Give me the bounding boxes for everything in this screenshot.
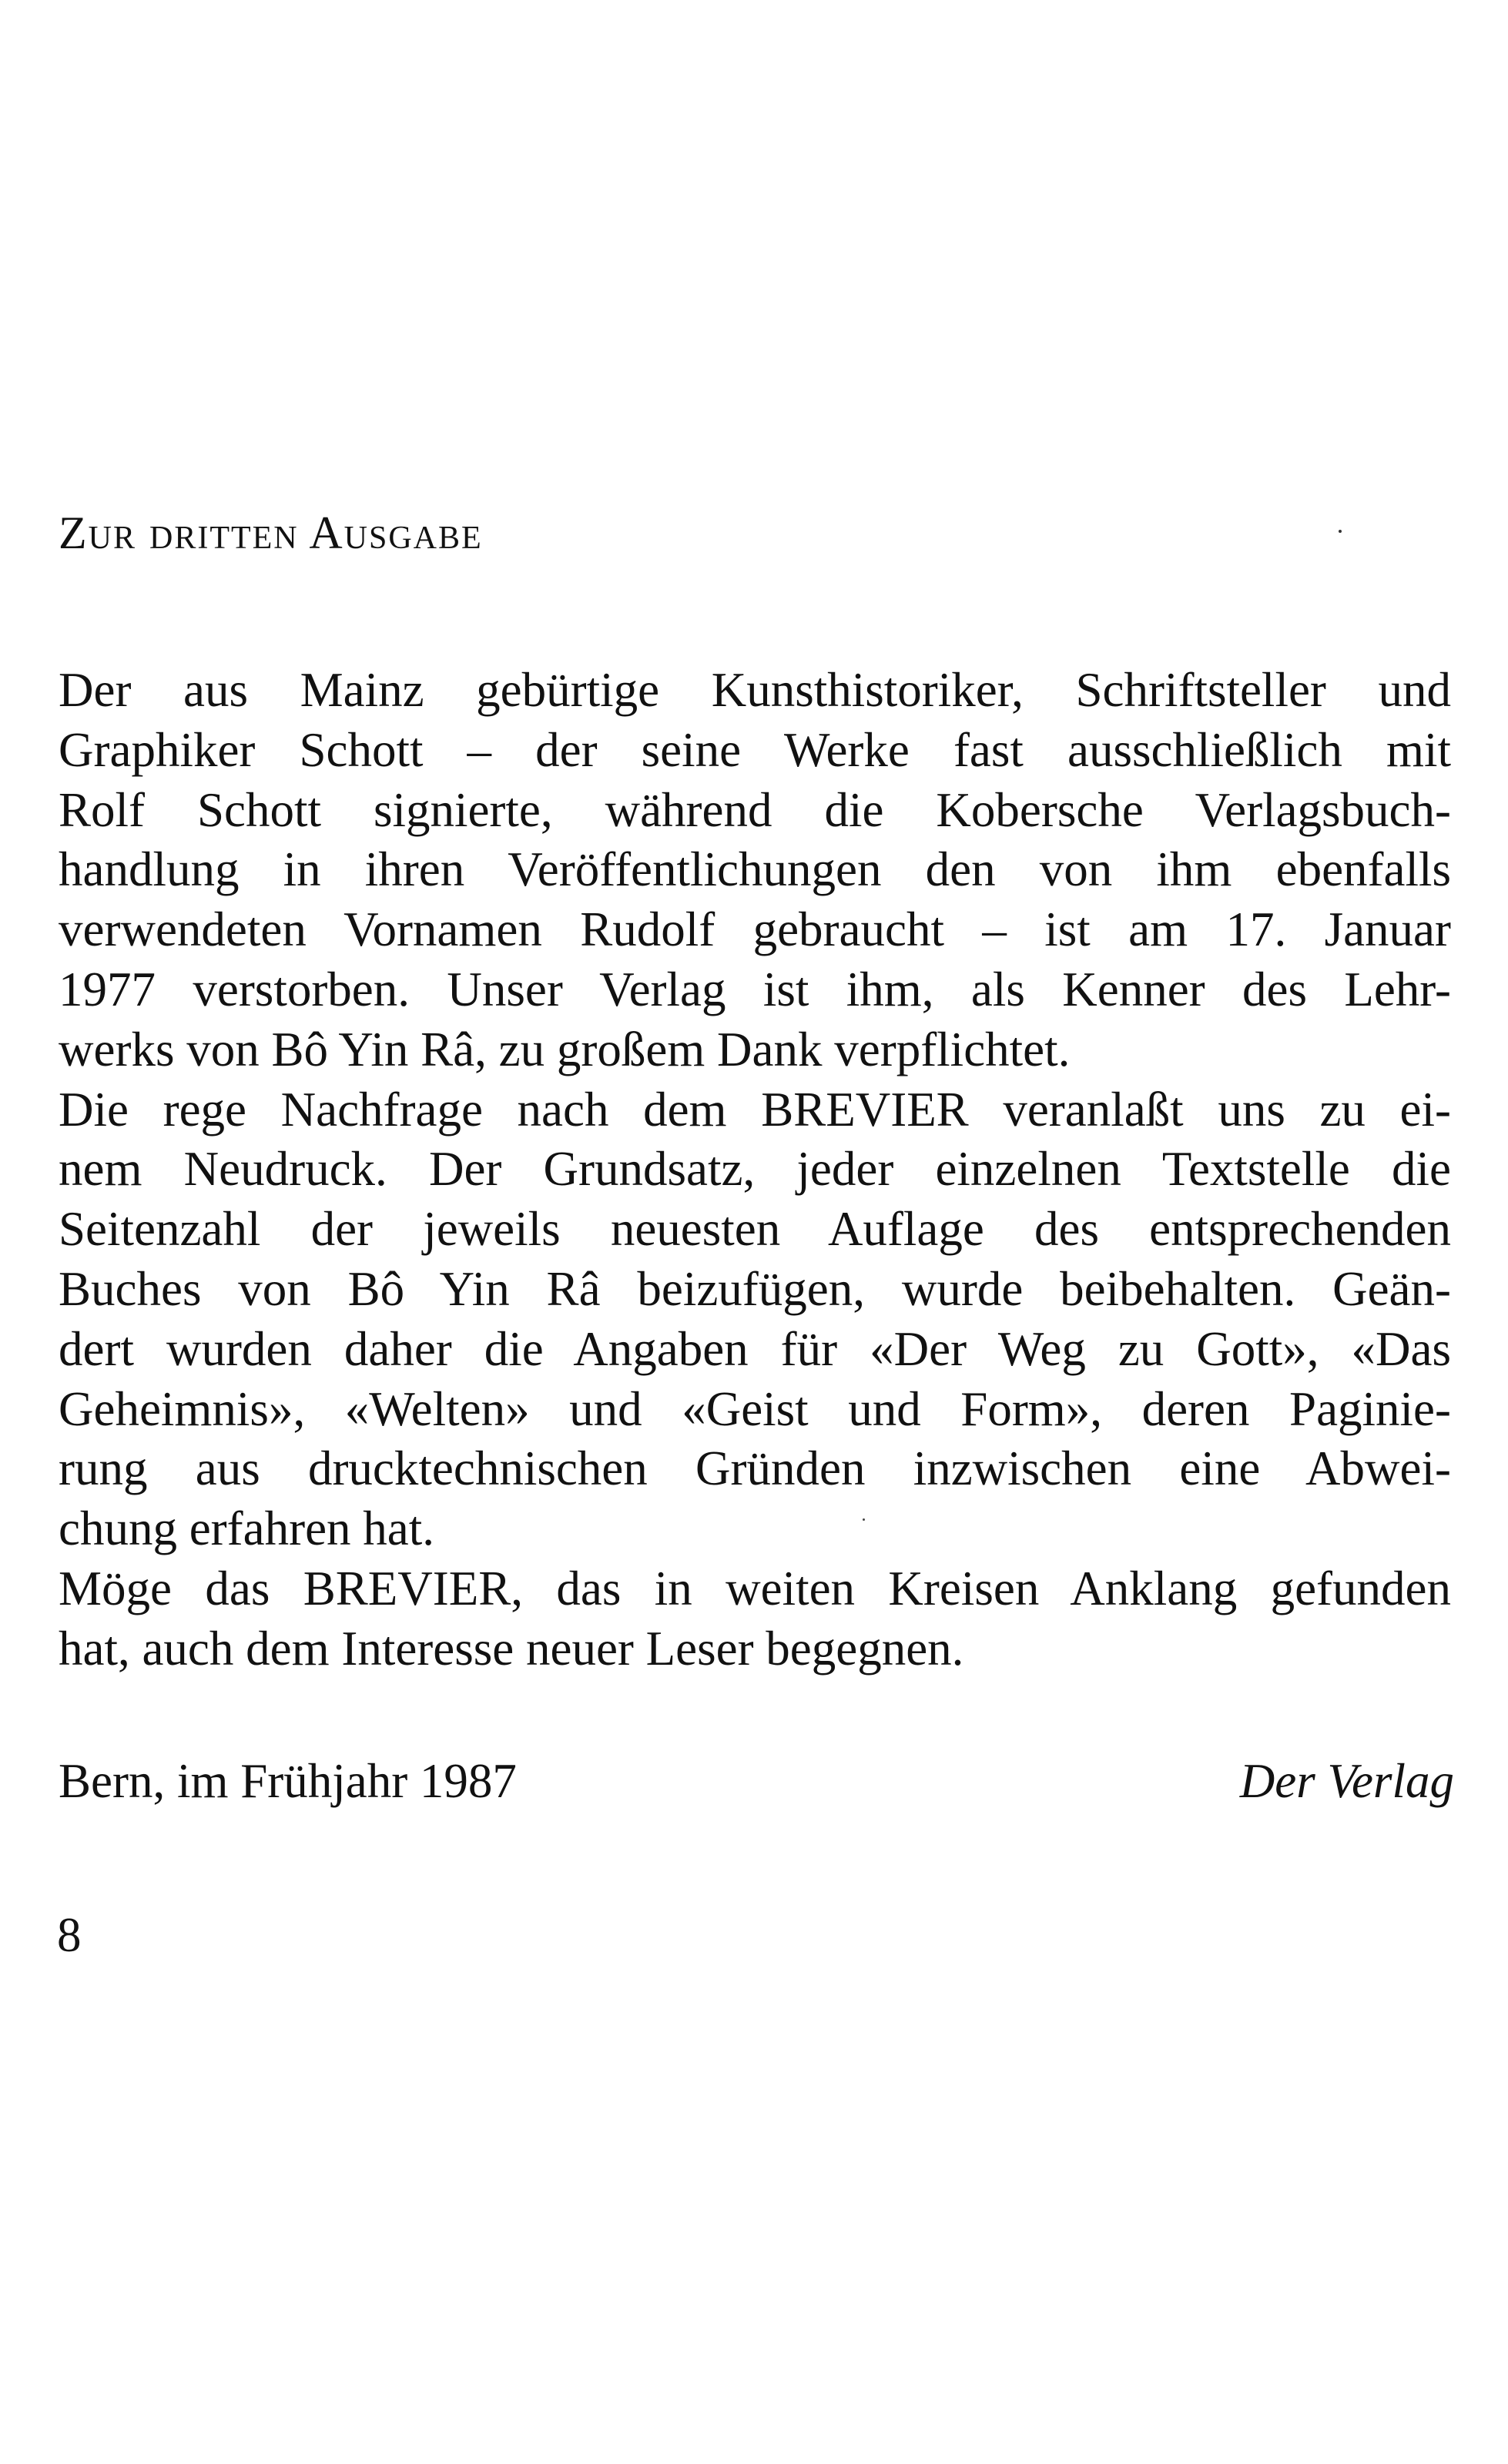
text-line: handlung in ihren Veröffentlichungen den von ihm ebenfalls [59, 842, 1451, 897]
publisher-signature: Der Verlag [1239, 1754, 1454, 1808]
text-line: Die rege Nachfrage nach dem BREVIER veranlaßt uns zu ei- [59, 1082, 1451, 1137]
text-line: nem Neudruck. Der Grundsatz, jeder einzelnen Textstelle die [59, 1142, 1451, 1197]
text-line: Der aus Mainz gebürtige Kunsthistoriker, Schriftsteller und [59, 663, 1451, 717]
text-line: Möge das BREVIER, das in weiten Kreisen Anklang gefunden [59, 1561, 1451, 1615]
paragraph-1 [59, 661, 1451, 1080]
text-line: hat, auch dem Interesse neuer Leser begegnen. [59, 1621, 964, 1676]
text-line: 1977 verstorben. Unser Verlag ist ihm, als Kenner des Lehr- [59, 962, 1451, 1016]
body-text [59, 661, 1451, 1679]
page-number: 8 [57, 1908, 82, 1962]
text-line: Buches von Bô Yin Râ beizufügen, wurde beibehalten. Geän- [59, 1261, 1451, 1316]
text-line: rung aus drucktechnischen Gründen inzwischen eine Abwei- [59, 1441, 1451, 1496]
section-heading: Zur dritten Ausgabe [59, 507, 483, 558]
text-line: Geheimnis», «Welten» und «Geist und Form», deren Paginie- [59, 1381, 1451, 1436]
paragraph-3 [59, 1559, 1451, 1679]
text-line: Rolf Schott signierte, während die Kobersche Verlagsbuch- [59, 782, 1451, 837]
text-line: Seitenzahl der jeweils neuesten Auflage des entsprechenden [59, 1202, 1451, 1257]
paragraph-2 [59, 1080, 1451, 1559]
place-date: Bern, im Frühjahr 1987 [59, 1754, 517, 1808]
text-line: dert wurden daher die Angaben für «Der Weg zu Gott», «Das [59, 1321, 1451, 1376]
text-line: werks von Bô Yin Râ, zu großem Dank verpflichtet. [59, 1022, 1071, 1076]
text-line: chung erfahren hat. [59, 1502, 435, 1556]
print-speck [863, 1518, 865, 1521]
print-speck [1339, 530, 1342, 533]
text-line: verwendeten Vornamen Rudolf gebraucht – ist am 17. Januar [59, 902, 1451, 957]
text-line: Graphiker Schott – der seine Werke fast ausschließlich mit [59, 722, 1451, 777]
